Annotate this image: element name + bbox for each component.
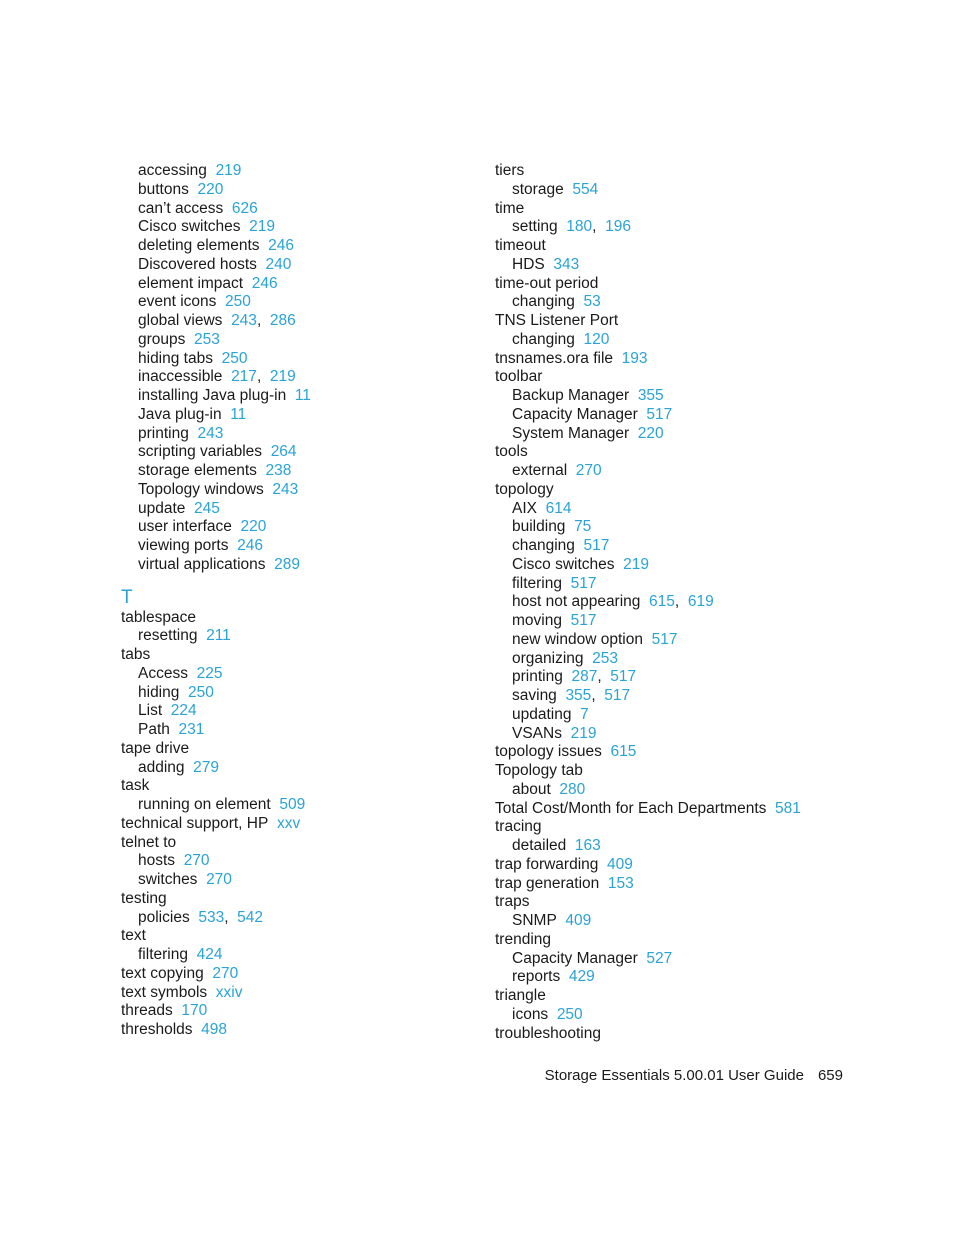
page-link[interactable]: 153 bbox=[607, 874, 634, 892]
page-link[interactable]: 264 bbox=[270, 443, 297, 461]
index-subentry bbox=[495, 462, 895, 481]
index-term: time bbox=[495, 199, 525, 217]
index-subentry bbox=[121, 684, 461, 703]
page-link[interactable]: 615 bbox=[649, 593, 675, 611]
page-link[interactable]: 250 bbox=[225, 293, 251, 311]
index-term: viewing ports bbox=[138, 537, 229, 554]
index-term: storage bbox=[512, 180, 564, 198]
index-subentry bbox=[121, 293, 461, 312]
page-link[interactable]: 225 bbox=[196, 664, 223, 682]
index-subentry bbox=[121, 627, 461, 646]
page-link[interactable]: 245 bbox=[194, 499, 220, 517]
index-term: buttons bbox=[138, 180, 189, 198]
index-subentry bbox=[495, 218, 895, 237]
index-term: tabs bbox=[121, 646, 151, 663]
page-link[interactable]: 409 bbox=[565, 912, 592, 929]
index-subentry bbox=[121, 665, 461, 684]
index-term: external bbox=[512, 462, 568, 479]
index-term: filtering bbox=[512, 574, 562, 592]
index-subentry bbox=[495, 500, 895, 519]
page-link[interactable]: 219 bbox=[269, 368, 296, 386]
page-link[interactable]: 554 bbox=[572, 180, 599, 198]
page-link[interactable]: 7 bbox=[580, 705, 589, 723]
index-subentry bbox=[495, 556, 895, 575]
page-link[interactable]: 11 bbox=[230, 405, 247, 423]
page-link[interactable]: 270 bbox=[206, 871, 232, 888]
index-subentry bbox=[121, 237, 461, 256]
index-term: saving bbox=[512, 687, 557, 704]
index-term: running on element bbox=[138, 796, 271, 813]
index-term: hiding bbox=[138, 683, 180, 701]
index-entry bbox=[121, 965, 461, 984]
index-term: traps bbox=[495, 893, 530, 911]
page-link[interactable]: 219 bbox=[623, 555, 649, 573]
page-link[interactable]: 196 bbox=[605, 218, 631, 236]
page-link[interactable]: 120 bbox=[583, 330, 610, 348]
page-link[interactable]: 533 bbox=[198, 908, 225, 926]
page-link[interactable]: 250 bbox=[221, 349, 248, 367]
page-link[interactable]: 517 bbox=[610, 668, 637, 686]
index-subentry bbox=[495, 631, 895, 650]
index-entry bbox=[121, 815, 461, 834]
index-term: SNMP bbox=[512, 912, 557, 929]
index-term: changing bbox=[512, 293, 575, 311]
index-term: topology bbox=[495, 480, 554, 498]
page-link[interactable]: 219 bbox=[249, 218, 275, 236]
page-link[interactable]: 542 bbox=[237, 908, 264, 926]
page-link[interactable]: 75 bbox=[574, 518, 592, 536]
index-term: List bbox=[138, 702, 163, 720]
index-subentry bbox=[495, 687, 895, 706]
index-term: filtering bbox=[138, 946, 188, 963]
page-link[interactable]: 280 bbox=[559, 780, 586, 798]
index-entry bbox=[121, 777, 461, 796]
index-term: topology issues bbox=[495, 743, 602, 761]
page-link[interactable]: 193 bbox=[621, 349, 648, 367]
page-link[interactable]: 246 bbox=[251, 274, 278, 292]
index-entry bbox=[121, 1002, 461, 1021]
index-entry bbox=[495, 800, 895, 819]
index-term: changing bbox=[512, 537, 575, 554]
index-column-left bbox=[121, 162, 461, 1040]
index-subentry bbox=[495, 612, 895, 631]
index-subentry bbox=[121, 500, 461, 519]
index-term: changing bbox=[512, 330, 575, 348]
index-term: setting bbox=[512, 218, 558, 236]
index-entry bbox=[495, 350, 895, 369]
index-entry bbox=[121, 609, 461, 628]
page-separator: , bbox=[674, 593, 680, 611]
index-term: Cisco switches bbox=[512, 555, 615, 573]
page-link[interactable]: 527 bbox=[646, 949, 673, 967]
footer-guide-title: Storage Essentials 5.00.01 User Guide bbox=[544, 1067, 804, 1084]
index-entry bbox=[495, 275, 895, 294]
index-term: policies bbox=[138, 908, 190, 926]
index-subentry bbox=[495, 387, 895, 406]
index-term: icons bbox=[512, 1005, 549, 1023]
index-term: TNS Listener Port bbox=[495, 312, 619, 329]
page-link[interactable]: 517 bbox=[570, 612, 597, 629]
index-term: threads bbox=[121, 1002, 173, 1020]
index-term: scripting variables bbox=[138, 443, 263, 461]
page-separator: , bbox=[256, 312, 262, 329]
page-link[interactable]: 253 bbox=[592, 649, 619, 667]
index-term: about bbox=[512, 780, 551, 798]
index-entry bbox=[495, 875, 895, 894]
index-subentry bbox=[495, 425, 895, 444]
index-term: trap forwarding bbox=[495, 855, 599, 873]
index-subentry bbox=[121, 162, 461, 181]
index-subentry bbox=[495, 668, 895, 687]
index-subentry bbox=[121, 852, 461, 871]
page-separator: , bbox=[592, 218, 597, 236]
index-term: Capacity Manager bbox=[512, 405, 638, 423]
index-term: triangle bbox=[495, 987, 546, 1004]
index-term: Cisco switches bbox=[138, 218, 241, 236]
page-link[interactable]: 220 bbox=[197, 180, 224, 198]
index-term: printing bbox=[138, 424, 189, 442]
page-link[interactable]: 355 bbox=[565, 687, 592, 704]
page-link[interactable]: 238 bbox=[265, 462, 292, 479]
index-term: troubleshooting bbox=[495, 1024, 601, 1042]
index-entry bbox=[121, 984, 461, 1003]
index-entry bbox=[495, 481, 895, 500]
index-term: switches bbox=[138, 871, 198, 888]
index-term: text copying bbox=[121, 964, 204, 982]
index-term: deleting elements bbox=[138, 237, 260, 254]
page-link[interactable]: 253 bbox=[194, 330, 220, 348]
page-link[interactable]: 224 bbox=[170, 702, 197, 720]
index-entry bbox=[121, 927, 461, 946]
page-link[interactable]: 355 bbox=[637, 387, 664, 404]
page-link[interactable]: 517 bbox=[604, 687, 631, 704]
page-link[interactable]: 53 bbox=[583, 293, 601, 311]
index-term: can’t access bbox=[138, 199, 224, 217]
page-link[interactable]: 170 bbox=[181, 1002, 208, 1020]
page-link[interactable]: 581 bbox=[775, 799, 801, 817]
page-link[interactable]: 250 bbox=[556, 1005, 583, 1023]
index-term: hiding tabs bbox=[138, 349, 213, 367]
index-term: event icons bbox=[138, 293, 217, 311]
index-entry bbox=[121, 740, 461, 759]
index-term: update bbox=[138, 499, 186, 517]
index-term: trending bbox=[495, 930, 552, 948]
index-subentry bbox=[121, 721, 461, 740]
index-term: Total Cost/Month for Each Departments bbox=[495, 799, 767, 817]
index-subentry bbox=[121, 556, 461, 575]
page-link[interactable]: 270 bbox=[575, 462, 602, 479]
index-term: AIX bbox=[512, 499, 537, 517]
index-term: timeout bbox=[495, 237, 546, 254]
page-link[interactable]: 219 bbox=[215, 162, 242, 179]
page-link[interactable]: 517 bbox=[646, 405, 673, 423]
index-subentry bbox=[495, 725, 895, 744]
page-link[interactable]: 614 bbox=[545, 499, 572, 517]
index-subentry bbox=[495, 181, 895, 200]
page-link[interactable]: 243 bbox=[197, 424, 224, 442]
page-link[interactable]: 409 bbox=[607, 855, 633, 873]
index-term: accessing bbox=[138, 162, 207, 179]
index-term: user interface bbox=[138, 518, 232, 536]
index-term: Backup Manager bbox=[512, 387, 630, 404]
index-entry bbox=[121, 834, 461, 853]
index-term: tools bbox=[495, 443, 528, 461]
index-subentry bbox=[495, 950, 895, 969]
page-link[interactable]: 243 bbox=[231, 312, 257, 329]
index-term: Topology tab bbox=[495, 762, 583, 779]
index-entry bbox=[495, 368, 895, 387]
index-subentry bbox=[495, 706, 895, 725]
index-subentry bbox=[121, 218, 461, 237]
index-term: host not appearing bbox=[512, 593, 641, 611]
index-subentry bbox=[495, 293, 895, 312]
index-subentry bbox=[121, 871, 461, 890]
index-subentry bbox=[121, 537, 461, 556]
index-term: Path bbox=[138, 721, 170, 738]
page-link[interactable]: xxiv bbox=[215, 983, 243, 1001]
index-term: Discovered hosts bbox=[138, 255, 257, 273]
index-term: printing bbox=[512, 668, 563, 686]
index-term: storage elements bbox=[138, 462, 257, 479]
index-subentry bbox=[495, 518, 895, 537]
index-subentry bbox=[495, 837, 895, 856]
index-subentry bbox=[121, 181, 461, 200]
page-separator: , bbox=[224, 908, 229, 926]
page-link[interactable]: 246 bbox=[268, 237, 294, 254]
index-entry bbox=[121, 890, 461, 909]
page-link[interactable]: 163 bbox=[574, 837, 601, 854]
index-term: technical support, HP bbox=[121, 814, 269, 832]
index-term: toolbar bbox=[495, 368, 543, 386]
page-link[interactable]: 217 bbox=[231, 368, 257, 386]
page-separator: , bbox=[256, 368, 262, 386]
index-term: Topology windows bbox=[138, 480, 264, 498]
index-term: text symbols bbox=[121, 983, 208, 1001]
page-link[interactable]: 243 bbox=[272, 480, 299, 498]
index-subentry bbox=[121, 462, 461, 481]
index-entry bbox=[495, 443, 895, 462]
page-link[interactable]: 498 bbox=[201, 1021, 228, 1038]
page-link[interactable]: 615 bbox=[610, 743, 637, 761]
index-entry bbox=[121, 1021, 461, 1040]
index-subentry bbox=[121, 443, 461, 462]
page-link[interactable]: 517 bbox=[583, 537, 610, 554]
index-term: adding bbox=[138, 758, 185, 776]
index-entry bbox=[495, 931, 895, 950]
index-subentry bbox=[495, 781, 895, 800]
index-term: text bbox=[121, 927, 146, 945]
index-term: updating bbox=[512, 705, 572, 723]
index-letter-heading: T bbox=[121, 586, 133, 608]
page-link[interactable]: 250 bbox=[188, 683, 214, 701]
index-term: element impact bbox=[138, 274, 244, 292]
page-link[interactable]: 220 bbox=[240, 518, 267, 536]
index-term: time-out period bbox=[495, 274, 599, 292]
index-term: installing Java plug-in bbox=[138, 387, 287, 404]
page-link[interactable]: 424 bbox=[196, 946, 223, 963]
index-subentry bbox=[121, 387, 461, 406]
index-entry bbox=[495, 237, 895, 256]
index-term: virtual applications bbox=[138, 555, 266, 573]
index-term: tracing bbox=[495, 818, 542, 836]
page-separator: , bbox=[591, 687, 596, 704]
page-footer bbox=[470, 1067, 843, 1084]
index-subentry bbox=[495, 575, 895, 594]
index-term: trap generation bbox=[495, 874, 600, 892]
index-subentry bbox=[121, 946, 461, 965]
index-subentry bbox=[495, 650, 895, 669]
index-term: reports bbox=[512, 968, 561, 986]
page-link[interactable]: 517 bbox=[651, 630, 678, 648]
index-subentry bbox=[121, 909, 461, 928]
index-subentry bbox=[121, 368, 461, 387]
index-term: testing bbox=[121, 889, 167, 907]
index-term: System Manager bbox=[512, 424, 630, 442]
page-link[interactable]: 180 bbox=[566, 218, 593, 236]
page-link[interactable]: 219 bbox=[570, 724, 597, 742]
index-subentry bbox=[495, 406, 895, 425]
index-term: Access bbox=[138, 664, 188, 682]
page-link[interactable]: xxv bbox=[276, 814, 301, 832]
page-link[interactable]: 429 bbox=[568, 968, 595, 986]
index-entry bbox=[495, 200, 895, 219]
page-link[interactable]: 626 bbox=[231, 199, 258, 217]
index-subentry bbox=[495, 331, 895, 350]
page-link[interactable]: 270 bbox=[212, 964, 239, 982]
page-link[interactable]: 509 bbox=[279, 796, 306, 813]
index-subentry bbox=[121, 406, 461, 425]
index-entry bbox=[495, 893, 895, 912]
index-term: tnsnames.ora file bbox=[495, 349, 614, 367]
index-subentry bbox=[495, 1006, 895, 1025]
index-subentry bbox=[121, 275, 461, 294]
page-link[interactable]: 211 bbox=[206, 627, 231, 645]
index-column-right bbox=[495, 162, 895, 1043]
index-subentry bbox=[121, 796, 461, 815]
page-link[interactable]: 517 bbox=[570, 574, 597, 592]
index-entry bbox=[495, 818, 895, 837]
index-term: moving bbox=[512, 612, 562, 629]
index-entry bbox=[495, 762, 895, 781]
index-entry bbox=[495, 987, 895, 1006]
index-subentry bbox=[495, 912, 895, 931]
index-term: inaccessible bbox=[138, 368, 223, 386]
index-subentry bbox=[121, 350, 461, 369]
index-subentry bbox=[495, 593, 895, 612]
index-term: new window option bbox=[512, 630, 643, 648]
index-entry bbox=[495, 162, 895, 181]
index-entry bbox=[495, 1025, 895, 1044]
page-link[interactable]: 270 bbox=[183, 852, 210, 870]
index-subentry bbox=[121, 518, 461, 537]
index-term: VSANs bbox=[512, 724, 562, 742]
index-subentry bbox=[495, 968, 895, 987]
index-subentry bbox=[121, 312, 461, 331]
page-separator: , bbox=[597, 668, 602, 686]
index-term: thresholds bbox=[121, 1021, 193, 1038]
index-term: telnet to bbox=[121, 833, 177, 851]
index-subentry bbox=[121, 256, 461, 275]
index-subentry bbox=[121, 425, 461, 444]
index-term: organizing bbox=[512, 649, 584, 667]
index-entry bbox=[121, 646, 461, 665]
page-link[interactable]: 11 bbox=[294, 387, 311, 404]
page-link[interactable]: 343 bbox=[553, 255, 580, 273]
page-link[interactable]: 279 bbox=[193, 758, 220, 776]
index-term: building bbox=[512, 518, 566, 536]
index-entry bbox=[495, 743, 895, 762]
index-term: HDS bbox=[512, 255, 545, 273]
index-term: groups bbox=[138, 330, 186, 348]
page-link[interactable]: 246 bbox=[237, 537, 263, 554]
index-subentry bbox=[495, 537, 895, 556]
index-term: tiers bbox=[495, 162, 525, 179]
page-link[interactable]: 240 bbox=[265, 255, 292, 273]
index-subentry bbox=[121, 200, 461, 219]
index-term: hosts bbox=[138, 852, 176, 870]
index-entry bbox=[495, 312, 895, 331]
index-subentry bbox=[121, 759, 461, 778]
index-subentry bbox=[121, 331, 461, 350]
footer-page-number: 659 bbox=[817, 1067, 843, 1084]
index-term: detailed bbox=[512, 837, 567, 854]
index-subentry bbox=[121, 702, 461, 721]
page-link[interactable]: 220 bbox=[637, 424, 664, 442]
index-term: Java plug-in bbox=[138, 405, 222, 423]
page-link[interactable]: 287 bbox=[571, 668, 598, 686]
page-link[interactable]: 231 bbox=[178, 721, 205, 738]
index-term: Capacity Manager bbox=[512, 949, 638, 967]
page-link[interactable]: 286 bbox=[269, 312, 296, 329]
index-term: resetting bbox=[138, 627, 198, 645]
page-link[interactable]: 619 bbox=[687, 593, 714, 611]
index-term: global views bbox=[138, 312, 223, 329]
index-term: tablespace bbox=[121, 608, 196, 626]
index-term: task bbox=[121, 777, 150, 795]
index-term: tape drive bbox=[121, 739, 190, 757]
index-subentry bbox=[495, 256, 895, 275]
index-subentry bbox=[121, 481, 461, 500]
index-entry bbox=[495, 856, 895, 875]
page-link[interactable]: 289 bbox=[274, 555, 301, 573]
